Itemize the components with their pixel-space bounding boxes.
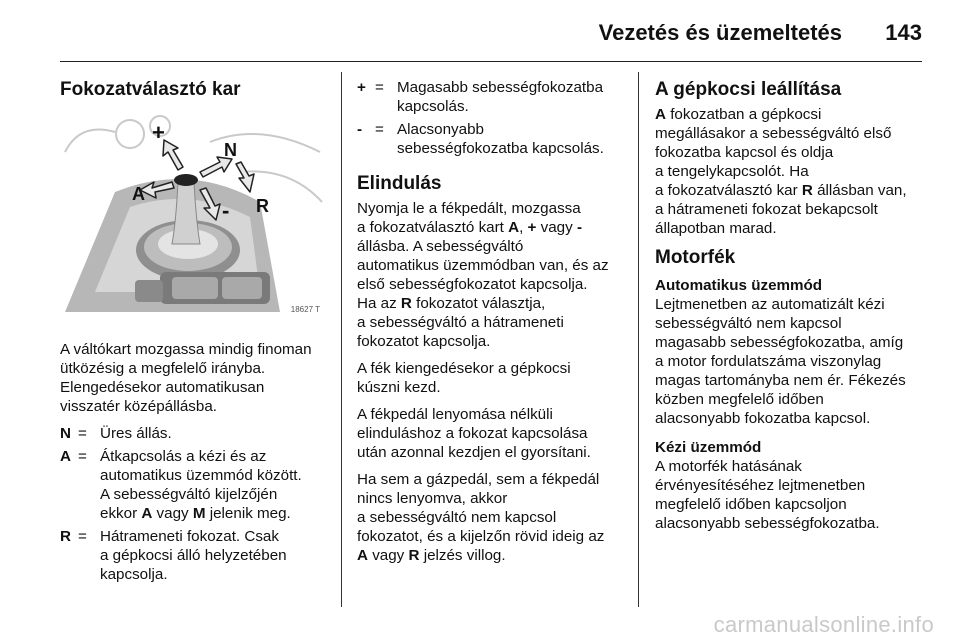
figure-label-minus: - bbox=[222, 198, 230, 223]
definition-item: R = Hátrameneti fokozat. Csak a gépkocsi álló helyzetében kapcsolja. bbox=[60, 528, 287, 583]
figure-label-plus: + bbox=[152, 120, 165, 145]
figure-label-n: N bbox=[224, 140, 237, 160]
section-heading: Elindulás bbox=[357, 173, 442, 194]
paragraph: Ha sem a gázpedál, sem a fékpedál nincs lenyomva, akkor a sebességváltó nem kapcsol fokozatot, és a kijelzőn rövid ideig az A vagy R jelzés villog. bbox=[357, 471, 605, 564]
paragraph: A motorfék hatásának érvényesítéséhez lejtmenetben megfelelő időben kapcsoljon alacsonyabb sebességfokozatba. bbox=[655, 458, 880, 532]
figure-label-r: R bbox=[256, 196, 269, 216]
figure-label-a: A bbox=[132, 184, 145, 204]
paragraph: Lejtmenetben az automatizált kézi sebességváltó nem kapcsol magasabb sebességfokozatba, amíg a motor fordulatszáma viszonylag magas tartományba nem ér. Fékezés közben megfelelő időben alacsonyabb fokozatba kapcsol. bbox=[655, 296, 906, 427]
subsection-heading: Automatikus üzemmód bbox=[655, 277, 823, 294]
column-2 bbox=[357, 78, 629, 573]
subsection-heading: Kézi üzemmód bbox=[655, 439, 762, 456]
header-title: Vezetés és üzemeltetés bbox=[598, 20, 842, 45]
section-heading: Fokozatválasztó kar bbox=[60, 79, 241, 100]
paragraph: A fokozatban a gépkocsi megállásakor a sebességváltó első fokozatba kapcsol és oldja a tengelykapcsolót. Ha a fokozatválasztó kar R állásban van, a hátrameneti fokozat bekapcsolt állapotban marad. bbox=[655, 106, 907, 237]
paragraph: Nyomja le a fékpedált, mozgassa a fokozatválasztó kart A, + vagy - állásba. A sebességváltó automatikus üzemmódban van, és az első sebességfokozatot kapcsolja. Ha az R fokozatot választja, a sebességváltó a hátrameneti fokozatot kapcsolja. bbox=[357, 200, 609, 350]
paragraph: A fék kiengedésekor a gépkocsi kúszni kezd. bbox=[357, 360, 571, 396]
section-heading: Motorfék bbox=[655, 247, 736, 268]
column-divider bbox=[638, 72, 639, 607]
paragraph: A fékpedál lenyomása nélküli elinduláshoz a fokozat kapcsolása után azonnal kezdjen el gyorsítani. bbox=[357, 406, 591, 461]
definition-item: + = Magasabb sebességfokozatba kapcsolás. bbox=[357, 79, 604, 115]
definition-list bbox=[357, 78, 629, 158]
intro-paragraph: A váltókart mozgassa mindig finoman ütközésig a megfelelő irányba. Elengedésekor automatikusan visszatér középállásba. bbox=[60, 341, 312, 415]
figure-code: 18627 T bbox=[290, 305, 320, 314]
definition-item: N = Üres állás. bbox=[60, 425, 172, 442]
page-header bbox=[60, 18, 922, 62]
definition-item: A = Átkapcsolás a kézi és az automatikus üzemmód között. A sebességváltó kijelzőjén ekkor A vagy M jelenik meg. bbox=[60, 448, 302, 522]
column-1 bbox=[60, 78, 330, 588]
definition-item: - = Alacsonyabb sebességfokozatba kapcsolás. bbox=[357, 121, 604, 157]
gear-selector-illustration bbox=[60, 112, 324, 322]
definition-list bbox=[60, 424, 330, 584]
gear-lever-drawing bbox=[60, 112, 324, 322]
column-3 bbox=[655, 78, 953, 541]
watermark: carmanualsonline.info bbox=[713, 612, 934, 637]
column-divider bbox=[341, 72, 342, 607]
page-number: 143 bbox=[885, 20, 922, 45]
section-heading: A gépkocsi leállítása bbox=[655, 79, 842, 100]
